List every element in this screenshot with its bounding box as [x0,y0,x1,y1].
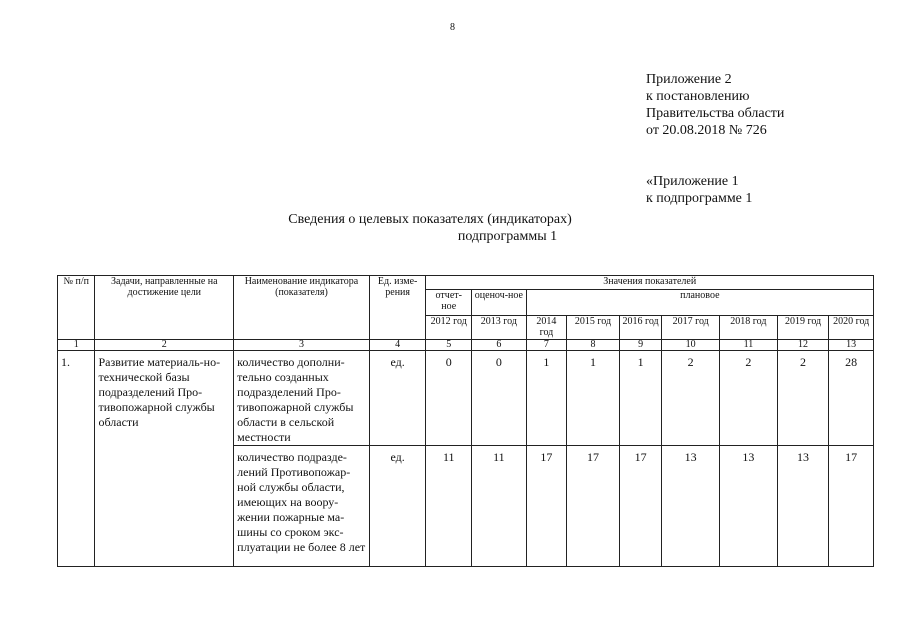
header-values: Значения показателей [426,276,874,290]
value-cell: 11 [426,446,472,567]
row-unit: ед. [369,446,426,567]
column-number: 12 [777,340,829,351]
column-number: 10 [662,340,720,351]
column-number: 6 [472,340,527,351]
header-year: 2020 год [829,316,874,340]
value-cell: 0 [472,351,527,446]
column-number: 9 [619,340,662,351]
value-cell: 13 [777,446,829,567]
header-tasks: Задачи, направленные на достижение цели [95,276,234,340]
header-indicator: Наименование индикатора (показателя) [234,276,370,340]
title-line-1: Сведения о целевых показателях (индикаторах) [288,212,572,227]
row-num: 1. [58,351,95,567]
row-indicator: количество подразде-лений Противопожар-ной службы области, имеющих на воору-жении пожарные ма-шины со сроком экс-плуатации не более 8 лет [234,446,370,567]
column-number: 13 [829,340,874,351]
value-cell: 28 [829,351,874,446]
value-cell: 17 [526,446,566,567]
row-indicator: количество дополни-тельно созданных подразделений Про-тивопожарной службы области в сельской местности [234,351,370,446]
title-line-2: подпрограммы 1 [457,229,558,244]
header-num: № п/п [58,276,95,340]
value-cell: 13 [720,446,778,567]
value-cell: 1 [619,351,662,446]
column-number: 1 [58,340,95,351]
value-cell: 11 [472,446,527,567]
indicators-table [57,275,874,567]
header-year: 2013 год [472,316,527,340]
header-estimated: оценоч-ное [472,290,527,316]
header-year: 2012 год [426,316,472,340]
document-title [0,211,905,245]
appendix-line: «Приложение 1 [646,174,739,189]
header-year: 2019 год [777,316,829,340]
header-year: 2016 год [619,316,662,340]
appendix-line: к постановлению [646,89,750,104]
value-cell: 2 [662,351,720,446]
column-number: 2 [95,340,234,351]
row-unit: ед. [369,351,426,446]
value-cell: 17 [619,446,662,567]
header-year: 2018 год [720,316,778,340]
value-cell: 2 [777,351,829,446]
header-year: 2014 год [526,316,566,340]
page-number: 8 [450,22,455,33]
column-number: 8 [567,340,620,351]
header-unit: Ед. изме-рения [369,276,426,340]
value-cell: 17 [829,446,874,567]
value-cell: 2 [720,351,778,446]
column-number: 7 [526,340,566,351]
row-task: Развитие материаль-но-технической базы подразделений Про-тивопожарной службы области [95,351,234,567]
header-year: 2015 год [567,316,620,340]
appendix-line: Правительства области [646,106,785,121]
column-number: 3 [234,340,370,351]
value-cell: 1 [526,351,566,446]
value-cell: 1 [567,351,620,446]
appendix-line: к подпрограмме 1 [646,191,753,206]
appendix-line: от 20.08.2018 № 726 [646,123,767,138]
header-planned: плановое [526,290,873,316]
appendix-block [646,71,784,207]
header-reported: отчет-ное [426,290,472,316]
column-number: 11 [720,340,778,351]
column-number: 5 [426,340,472,351]
appendix-line: Приложение 2 [646,72,732,87]
header-year: 2017 год [662,316,720,340]
value-cell: 13 [662,446,720,567]
value-cell: 0 [426,351,472,446]
column-number: 4 [369,340,426,351]
value-cell: 17 [567,446,620,567]
